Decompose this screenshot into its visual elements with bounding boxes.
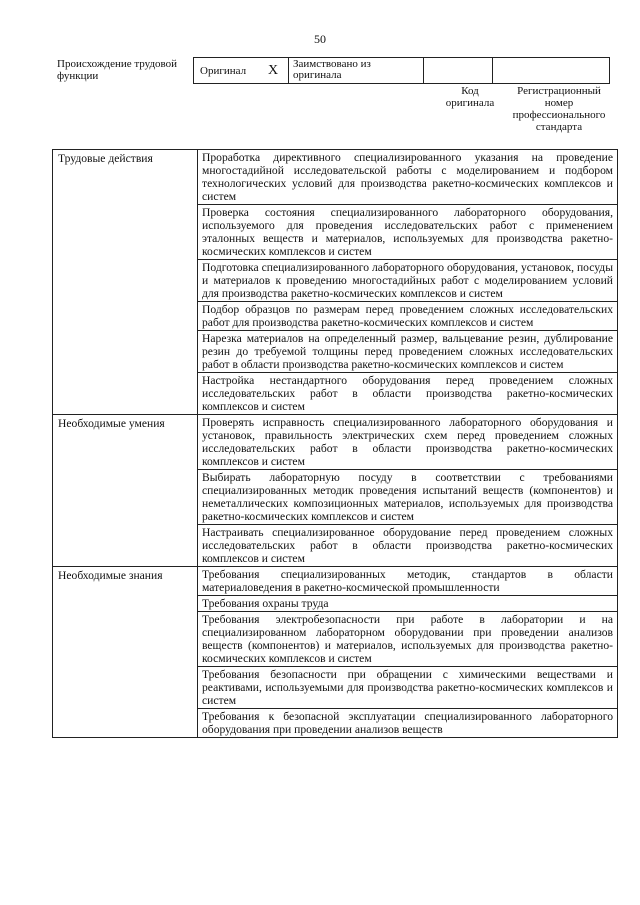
- original-label: Оригинал: [194, 58, 269, 84]
- function-table: [52, 149, 618, 738]
- table-cell: Требования к безопасной эксплуатации специализированного лабораторного оборудования при проведении анализов веществ: [198, 709, 618, 738]
- table-row: [53, 567, 618, 596]
- table-cell: Проработка директивного специализированного указания на проведение многостадийной исследовательской работы с моделированием и подбором технологических условий для производства ракетно-космических комплексов и систем: [198, 150, 618, 205]
- table-cell: Настройка нестандартного оборудования перед проведением сложных исследовательских работ в области производства ракетно-космических комплексов и систем: [198, 373, 618, 415]
- table-cell: Выбирать лабораторную посуду в соответствии с требованиями специализированных методик проведения испытаний веществ (компонентов) и неметаллических композиционных материалов, используемых для производства ракетно-космических комплексов и систем: [198, 470, 618, 525]
- table-row: [53, 150, 618, 205]
- section-title: Трудовые действия: [53, 150, 198, 415]
- table-row: [53, 415, 618, 470]
- table-cell: Требования охраны труда: [198, 596, 618, 612]
- table-cell: Требования специализированных методик, стандартов в области материаловедения в ракетно-космической промышленности: [198, 567, 618, 596]
- table-cell: Настраивать специализированное оборудование перед проведением сложных исследовательских работ в области производства ракетно-космических комплексов и систем: [198, 525, 618, 567]
- registration-caption: Регистрационный номер профессионального стандарта: [512, 85, 606, 133]
- page-number: 50: [314, 32, 326, 46]
- registration-cell: [493, 58, 610, 84]
- table-cell: Подготовка специализированного лабораторного оборудования, установок, посуды и материалов к проведению многостадийных работ с моделированием условий для производства ракетно-космических комплексов и систем: [198, 260, 618, 302]
- section-title: Необходимые знания: [53, 567, 198, 738]
- borrowed-label: Заимствовано из оригинала: [289, 58, 424, 84]
- table-cell: Подбор образцов по размерам перед проведением сложных исследовательских работ для производства ракетно-космических комплексов и систем: [198, 302, 618, 331]
- origin-table: [193, 57, 610, 84]
- section-title: Необходимые умения: [53, 415, 198, 567]
- table-cell: Нарезка материалов на определенный размер, вальцевание резин, дублирование резин до требуемой толщины перед проведением сложных исследовательских работ в области производства ракетно-космических комплексов и систем: [198, 331, 618, 373]
- table-cell: Требования электробезопасности при работе в лаборатории и на специализированном лабораторном оборудовании при проведении анализов веществ (компонентов) и материалов, используемых для производства ракетно-космических комплексов и систем: [198, 612, 618, 667]
- original-mark: X: [268, 58, 289, 84]
- code-cell: [424, 58, 493, 84]
- table-cell: Проверять исправность специализированного лабораторного оборудования и установок, правильность электрических схем перед проведением сложных исследовательских работ в области производства ракетно-космических комплексов и систем: [198, 415, 618, 470]
- code-caption: Код оригинала: [445, 85, 495, 109]
- table-cell: Требования безопасности при обращении с химическими веществами и реактивами, используемыми для производства ракетно-космических комплексов и систем: [198, 667, 618, 709]
- table-cell: Проверка состояния специализированного лабораторного оборудования, используемого для проведения исследовательских работ с применением эталонных веществ и материалов, используемых для производства ракетно-космических комплексов и систем: [198, 205, 618, 260]
- origin-label: Происхождение трудовой функции: [57, 58, 178, 82]
